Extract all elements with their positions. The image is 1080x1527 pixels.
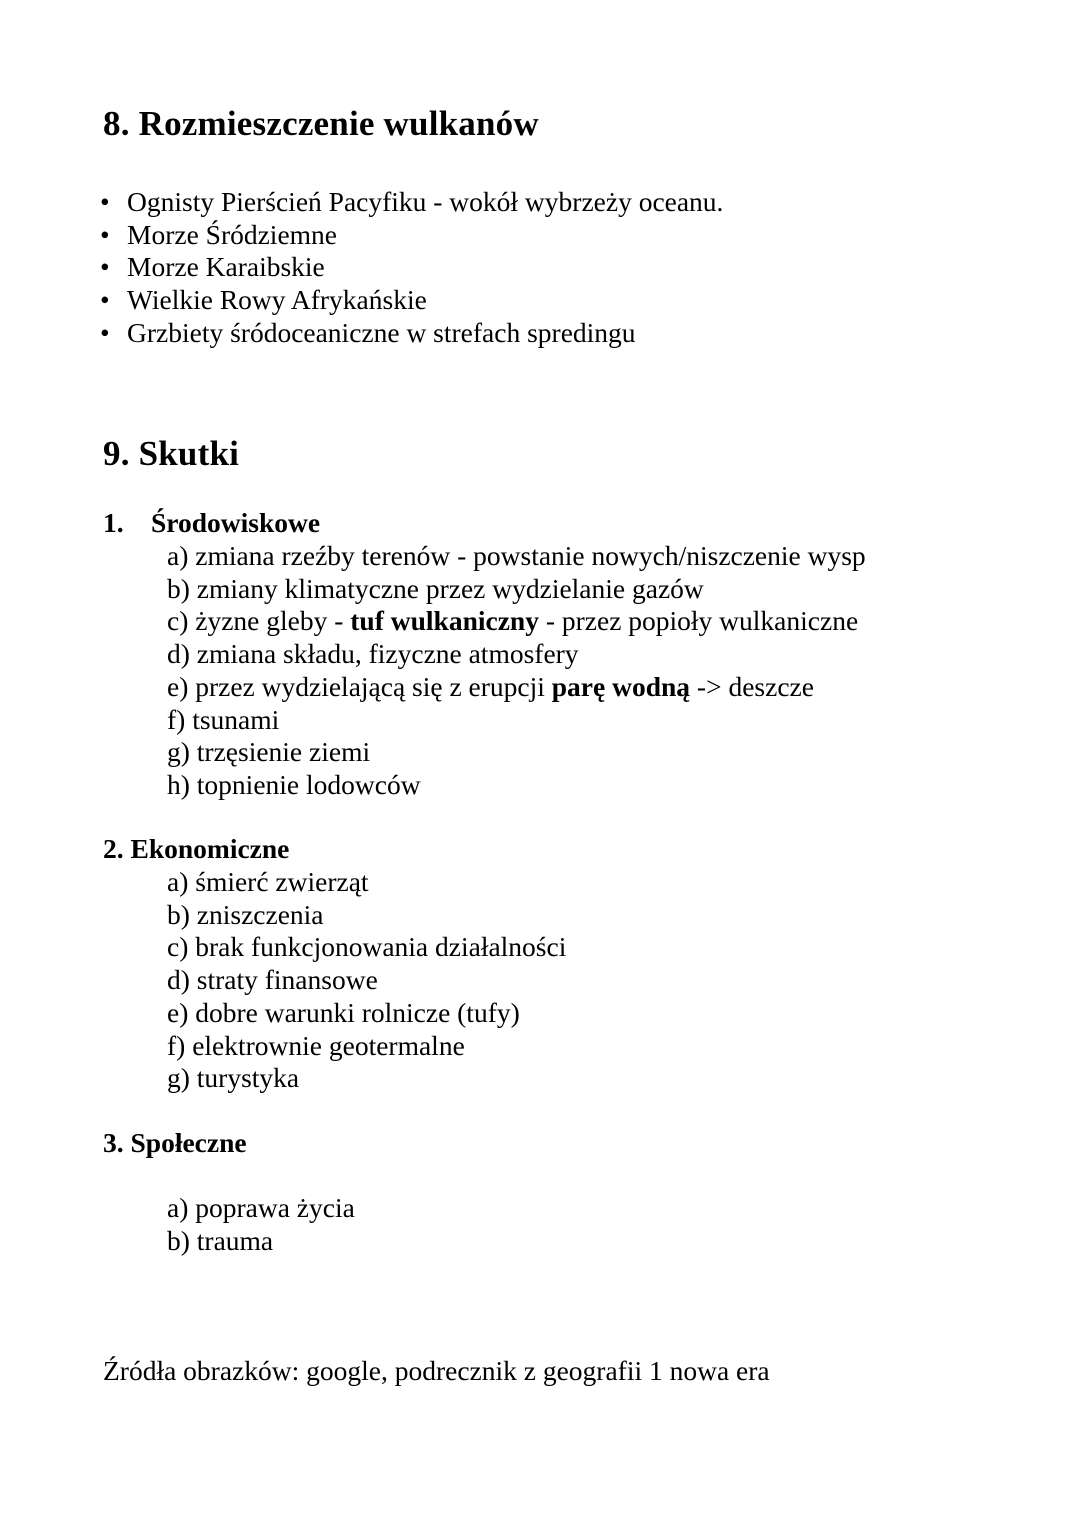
- list-item-text: -> deszcze: [690, 670, 814, 702]
- bullet-icon: •: [100, 251, 110, 283]
- section-9-title: 9. Skutki: [103, 434, 240, 473]
- image-sources-note: Źródła obrazków: google, podrecznik z geografii 1 nowa era: [103, 1355, 770, 1386]
- bold-term: parę wodną: [551, 670, 691, 702]
- section-8-title: 8. Rozmieszczenie wulkanów: [103, 104, 539, 143]
- list-item: a) zmiana rzeźby terenów - powstanie nowych/niszczenie wysp: [167, 540, 866, 571]
- list-item: b) trauma: [167, 1224, 274, 1256]
- bold-term: tuf wulkaniczny: [350, 605, 539, 637]
- list-item: a) poprawa życia: [167, 1192, 355, 1223]
- list-item: b) zmiany klimatyczne przez wydzielanie gazów: [167, 572, 704, 604]
- list-item: g) trzęsienie ziemi: [167, 736, 371, 768]
- list-item: c) brak funkcjonowania działalności: [167, 931, 567, 963]
- heading-number: 3.: [103, 1127, 124, 1158]
- list-item: f) tsunami: [167, 703, 280, 735]
- list-item: g) turystyka: [167, 1062, 300, 1094]
- list-item: b) zniszczenia: [167, 898, 324, 930]
- economic-heading: [103, 833, 289, 866]
- list-item-text: Ognisty Pierścień Pacyfiku - wokół wybrzeży oceanu.: [127, 186, 724, 217]
- volcano-locations-list: [100, 186, 723, 350]
- list-item-text: c) żyzne gleby -: [167, 605, 351, 637]
- list-item: [100, 219, 723, 252]
- list-item: [167, 605, 866, 638]
- list-item-text: Wielkie Rowy Afrykańskie: [127, 284, 427, 316]
- list-item: f) elektrownie geotermalne: [167, 1029, 465, 1061]
- environmental-heading: [103, 507, 320, 540]
- list-item: h) topnienie lodowców: [167, 768, 421, 800]
- environmental-effects-list: [167, 540, 866, 802]
- list-item: [100, 251, 723, 284]
- heading-number: 1.: [103, 507, 124, 538]
- list-item-text: Morze Śródziemne: [127, 218, 337, 250]
- heading-label: Ekonomiczne: [130, 833, 290, 864]
- bullet-icon: •: [100, 316, 110, 348]
- list-item: [100, 284, 723, 317]
- social-heading: [103, 1127, 247, 1160]
- heading-number: 2.: [103, 833, 124, 864]
- social-effects-list: [167, 1192, 355, 1257]
- list-item: [100, 317, 723, 350]
- list-item: [167, 671, 866, 704]
- bullet-icon: •: [100, 218, 110, 250]
- list-item-text: Morze Karaibskie: [127, 251, 325, 283]
- list-item-text: Grzbiety śródoceaniczne w strefach spredingu: [127, 316, 636, 348]
- list-item: e) dobre warunki rolnicze (tufy): [167, 996, 520, 1028]
- heading-label: Społeczne: [130, 1127, 247, 1158]
- list-item: a) śmierć zwierząt: [167, 866, 369, 897]
- list-item-text: e) przez wydzielającą się z erupcji: [167, 670, 552, 702]
- economic-effects-list: [167, 866, 566, 1095]
- bullet-icon: •: [100, 284, 110, 316]
- heading-label: Środowiskowe: [151, 507, 321, 538]
- list-item: d) straty finansowe: [167, 964, 378, 996]
- list-item: [100, 186, 723, 219]
- list-item: d) zmiana składu, fizyczne atmosfery: [167, 638, 579, 670]
- bullet-icon: •: [100, 186, 110, 217]
- list-item-text: - przez popioły wulkaniczne: [538, 605, 859, 637]
